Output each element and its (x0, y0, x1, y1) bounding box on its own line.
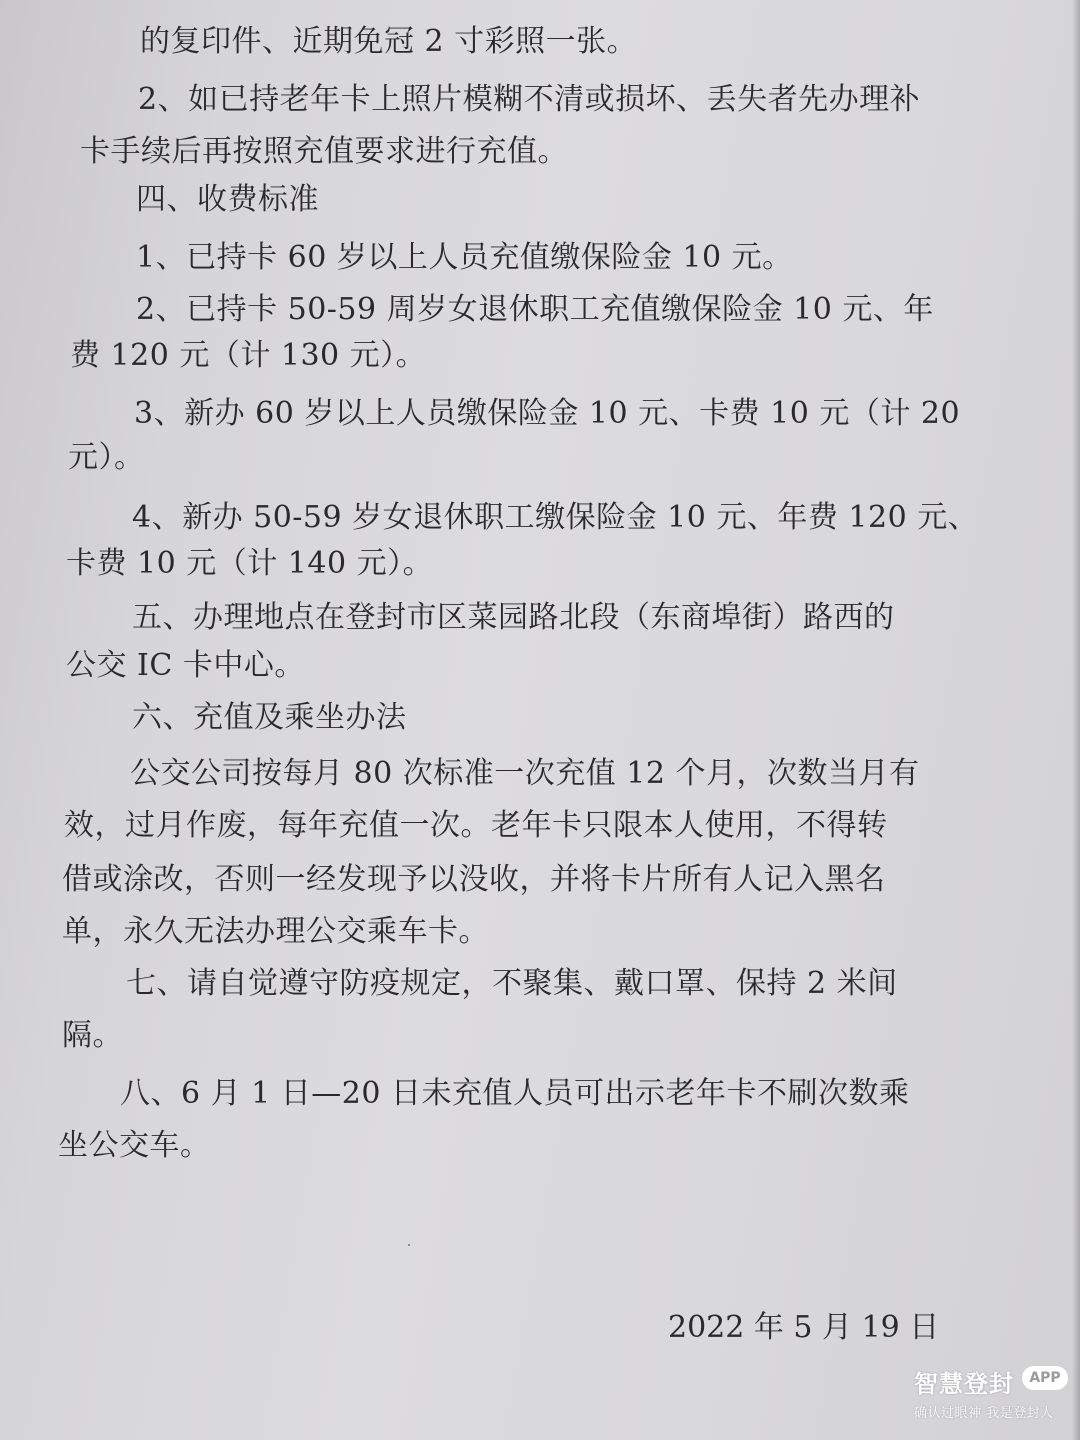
text-line: 4、新办 50-59 岁女退休职工缴保险金 10 元、年费 120 元、 (132, 500, 979, 535)
section-heading: 六、充值及乘坐办法 (132, 700, 407, 735)
text-line: 借或涂改，否则一经发现予以没收，并将卡片所有人记入黑名 (62, 862, 886, 897)
document-date: 2022 年 5 月 19 日 (668, 1310, 940, 1345)
text-line: 公交 IC 卡中心。 (66, 648, 305, 683)
text-line: 1、已持卡 60 岁以上人员充值缴保险金 10 元。 (136, 240, 793, 275)
text-line: 隔。 (62, 1018, 123, 1053)
watermark-title: 智慧登封 (914, 1370, 1014, 1398)
text-line: 卡手续后再按照充值要求进行充值。 (80, 134, 568, 169)
paper-edge-shadow (1072, 0, 1080, 1440)
text-line: 五、办理地点在登封市区菜园路北段（东商埠街）路西的 (132, 600, 895, 635)
watermark-slogan: 确认过眼神 我是登封人 (914, 1406, 1054, 1421)
text-line: 单，永久无法办理公交乘车卡。 (62, 914, 489, 949)
paper-speck (408, 1244, 410, 1246)
text-line: 元）。 (68, 440, 145, 475)
text-line: 费 120 元（计 130 元）。 (70, 338, 427, 373)
text-line: 八、6 月 1 日—20 日未充值人员可出示老年卡不刷次数乘 (120, 1076, 910, 1111)
text-line: 坐公交车。 (58, 1128, 211, 1163)
text-line: 卡费 10 元（计 140 元）。 (66, 546, 434, 581)
text-line: 七、请自觉遵守防疫规定，不聚集、戴口罩、保持 2 米间 (126, 966, 898, 1001)
watermark-logo (910, 1352, 1070, 1432)
text-line: 的复印件、近期免冠 2 寸彩照一张。 (140, 24, 638, 59)
watermark-app-badge: APP (1022, 1366, 1068, 1390)
text-line: 3、新办 60 岁以上人员缴保险金 10 元、卡费 10 元（计 20 (134, 396, 961, 431)
text-line: 公交公司按每月 80 次标准一次充值 12 个月，次数当月有 (130, 756, 920, 791)
text-line: 2、已持卡 50-59 周岁女退休职工充值缴保险金 10 元、年 (136, 292, 934, 327)
text-line: 2、如已持老年卡上照片模糊不清或损坏、丢失者先办理补 (138, 82, 921, 117)
text-line: 效，过月作废，每年充值一次。老年卡只限本人使用，不得转 (64, 808, 888, 843)
section-heading: 四、收费标准 (136, 182, 319, 217)
